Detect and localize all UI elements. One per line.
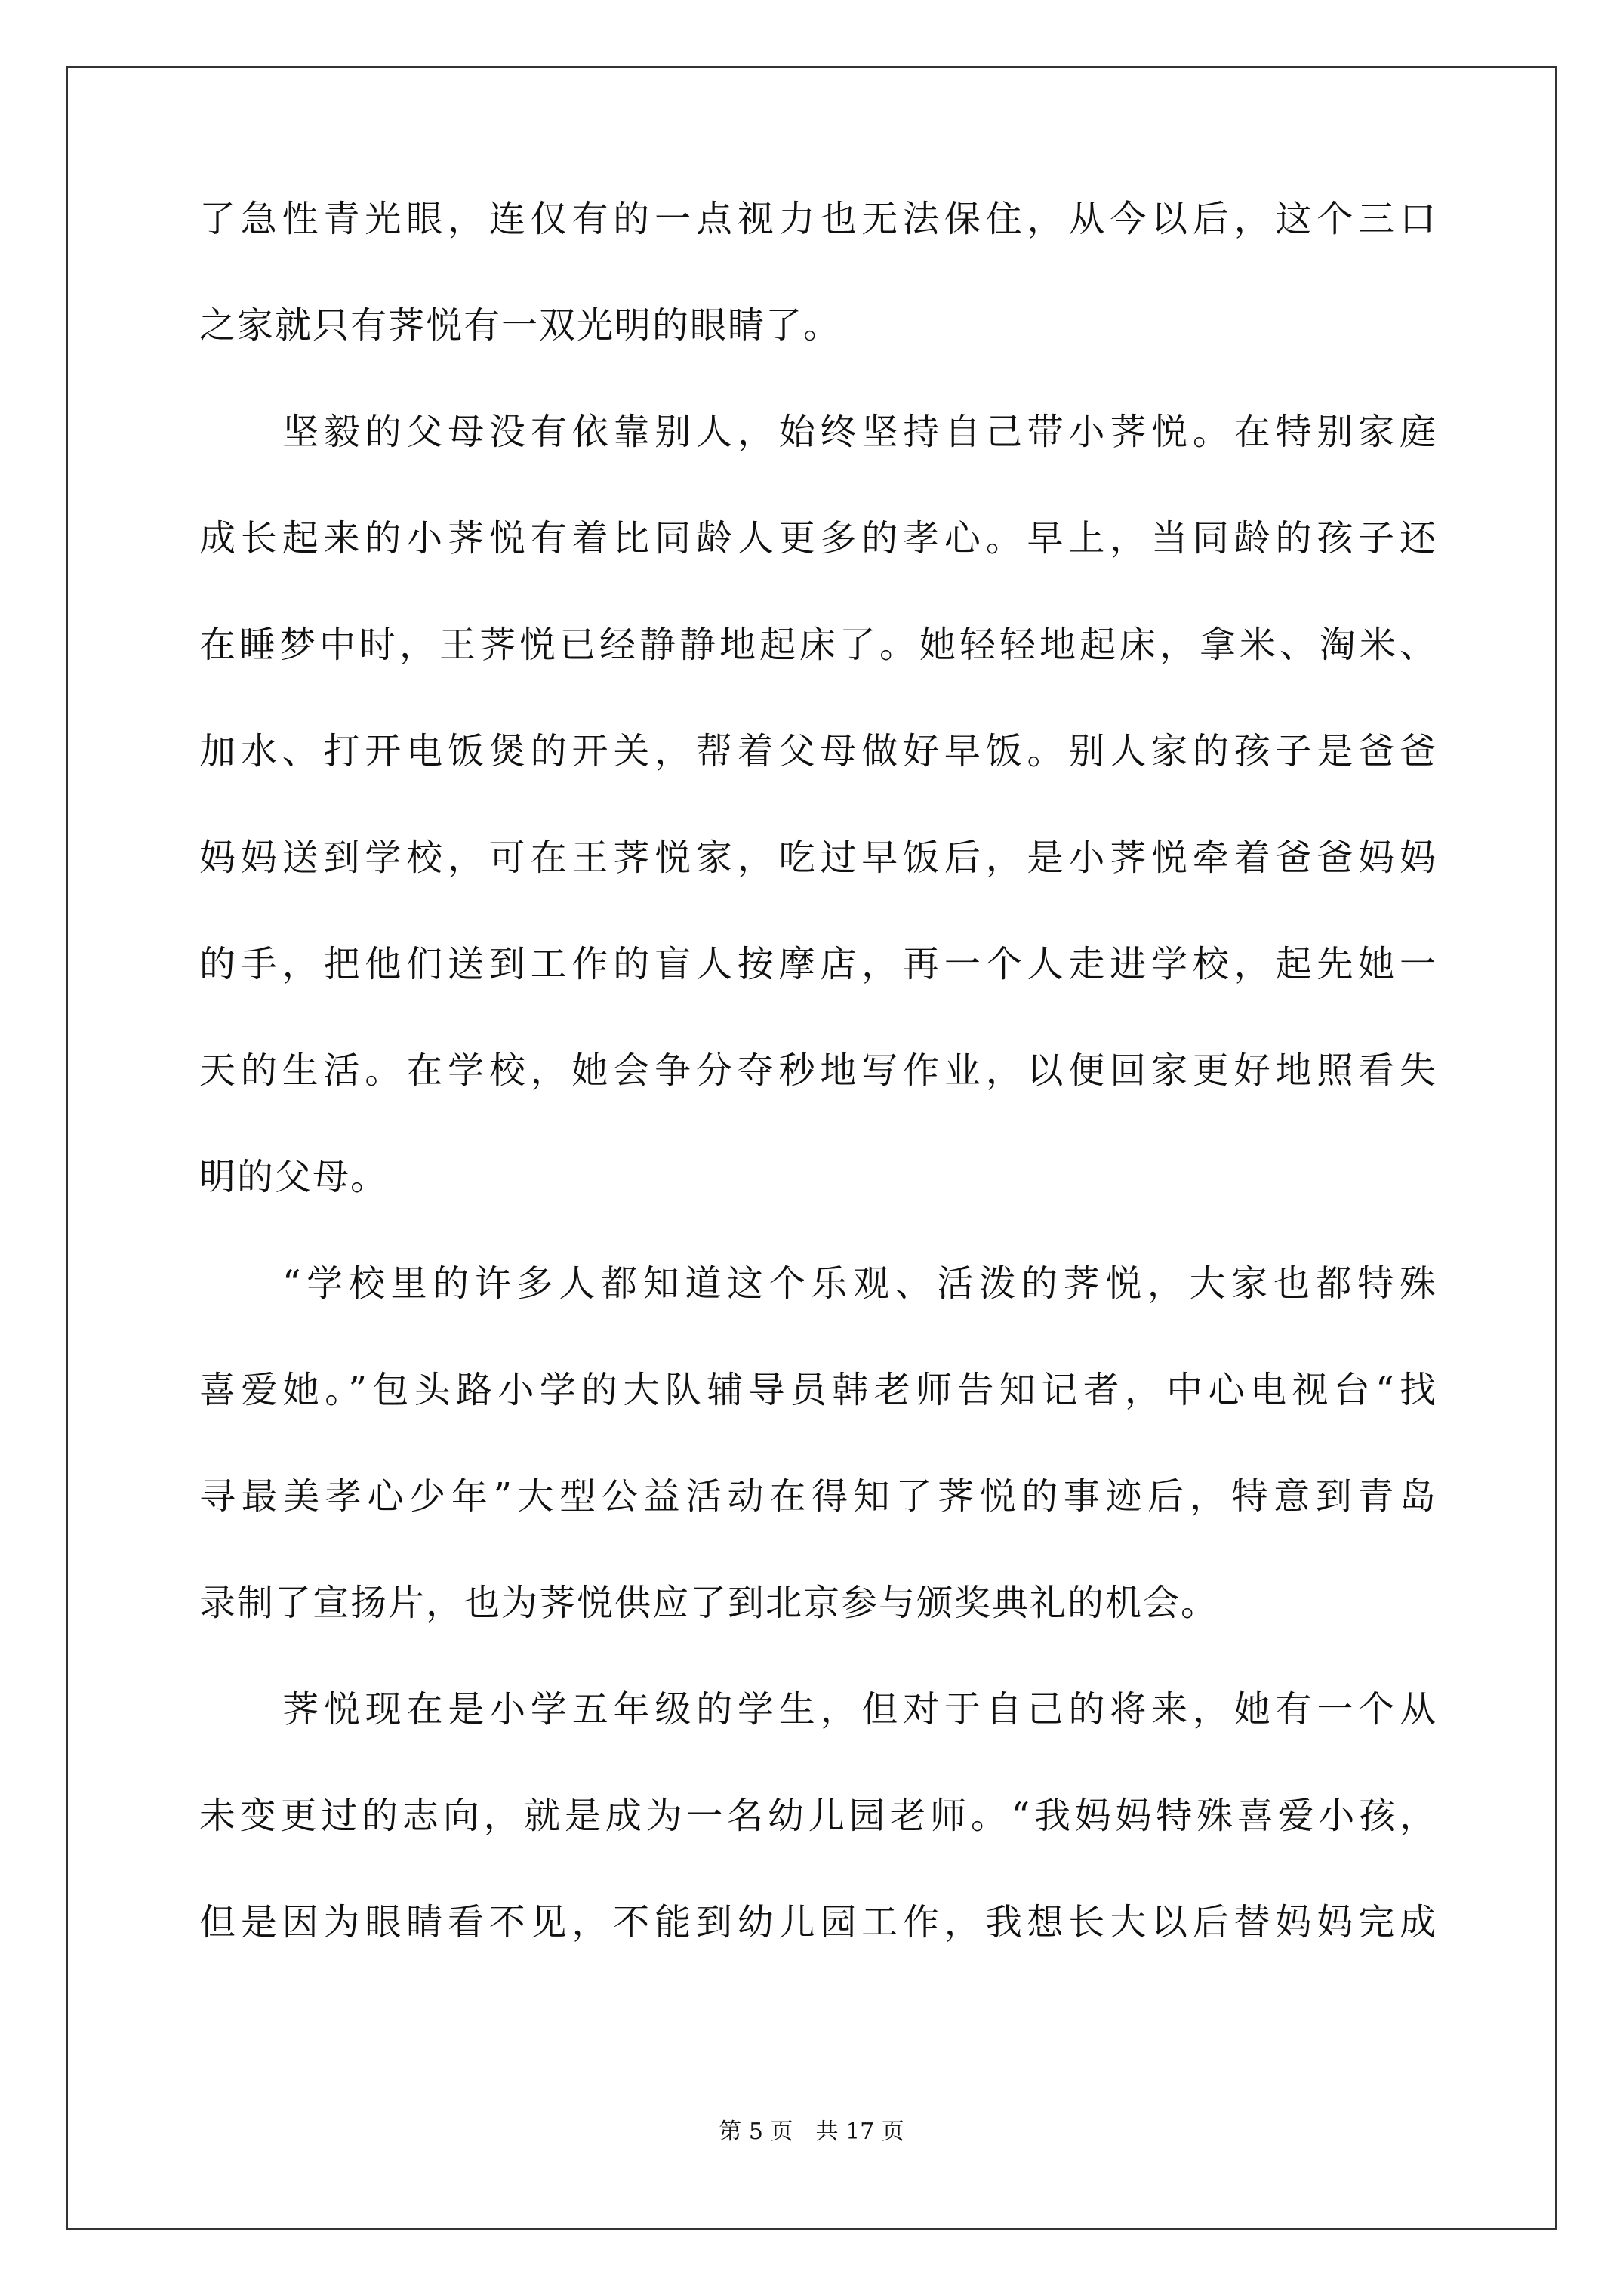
text-line: 未变更过的志向，就是成为一名幼儿园老师。“我妈妈特殊喜爱小孩， <box>199 1795 1437 1837</box>
text-line: 寻最美孝心少年”大型公益活动在得知了荠悦的事迹后，特意到青岛 <box>199 1475 1437 1518</box>
text-line: 之家就只有荠悦有一双光明的眼睛了。 <box>199 304 842 347</box>
paragraph-start-line: “学校里的许多人都知道这个乐观、活泼的荠悦，大家也都特殊 <box>282 1262 1437 1305</box>
text-line: 明的父母。 <box>199 1156 389 1198</box>
text-line: 了急性青光眼，连仅有的一点视力也无法保住，从今以后，这个三口 <box>199 198 1437 240</box>
page-total: 共 17 页 <box>815 2119 904 2145</box>
text-line: 但是因为眼睛看不见，不能到幼儿园工作，我想长大以后替妈妈完成 <box>199 1901 1437 1943</box>
page-footer <box>0 2119 1623 2146</box>
paragraph-start-line: 荠悦现在是小学五年级的学生，但对于自己的将来，她有一个从 <box>282 1688 1437 1730</box>
text-line: 天的生活。在学校，她会争分夺秒地写作业，以便回家更好地照看失 <box>199 1049 1437 1092</box>
text-line: 加水、打开电饭煲的开关，帮着父母做好早饭。别人家的孩子是爸爸 <box>199 730 1437 772</box>
document-body <box>199 196 1437 2006</box>
text-line: 在睡梦中时，王荠悦已经静静地起床了。她轻轻地起床，拿米、淘米、 <box>199 624 1437 666</box>
text-line: 妈妈送到学校，可在王荠悦家，吃过早饭后，是小荠悦牵着爸爸妈妈 <box>199 837 1437 879</box>
text-line: 喜爱她。”包头路小学的大队辅导员韩老师告知记者，中心电视台“找 <box>199 1369 1437 1411</box>
paragraph-start-line: 坚毅的父母没有依靠别人，始终坚持自己带小荠悦。在特别家庭 <box>282 411 1437 453</box>
text-line: 的手，把他们送到工作的盲人按摩店，再一个人走进学校，起先她一 <box>199 943 1437 985</box>
text-line: 成长起来的小荠悦有着比同龄人更多的孝心。早上，当同龄的孩子还 <box>199 517 1437 559</box>
text-line: 录制了宣扬片，也为荠悦供应了到北京参与颁奖典礼的机会。 <box>199 1582 1219 1624</box>
page-number: 第 5 页 <box>719 2119 793 2145</box>
